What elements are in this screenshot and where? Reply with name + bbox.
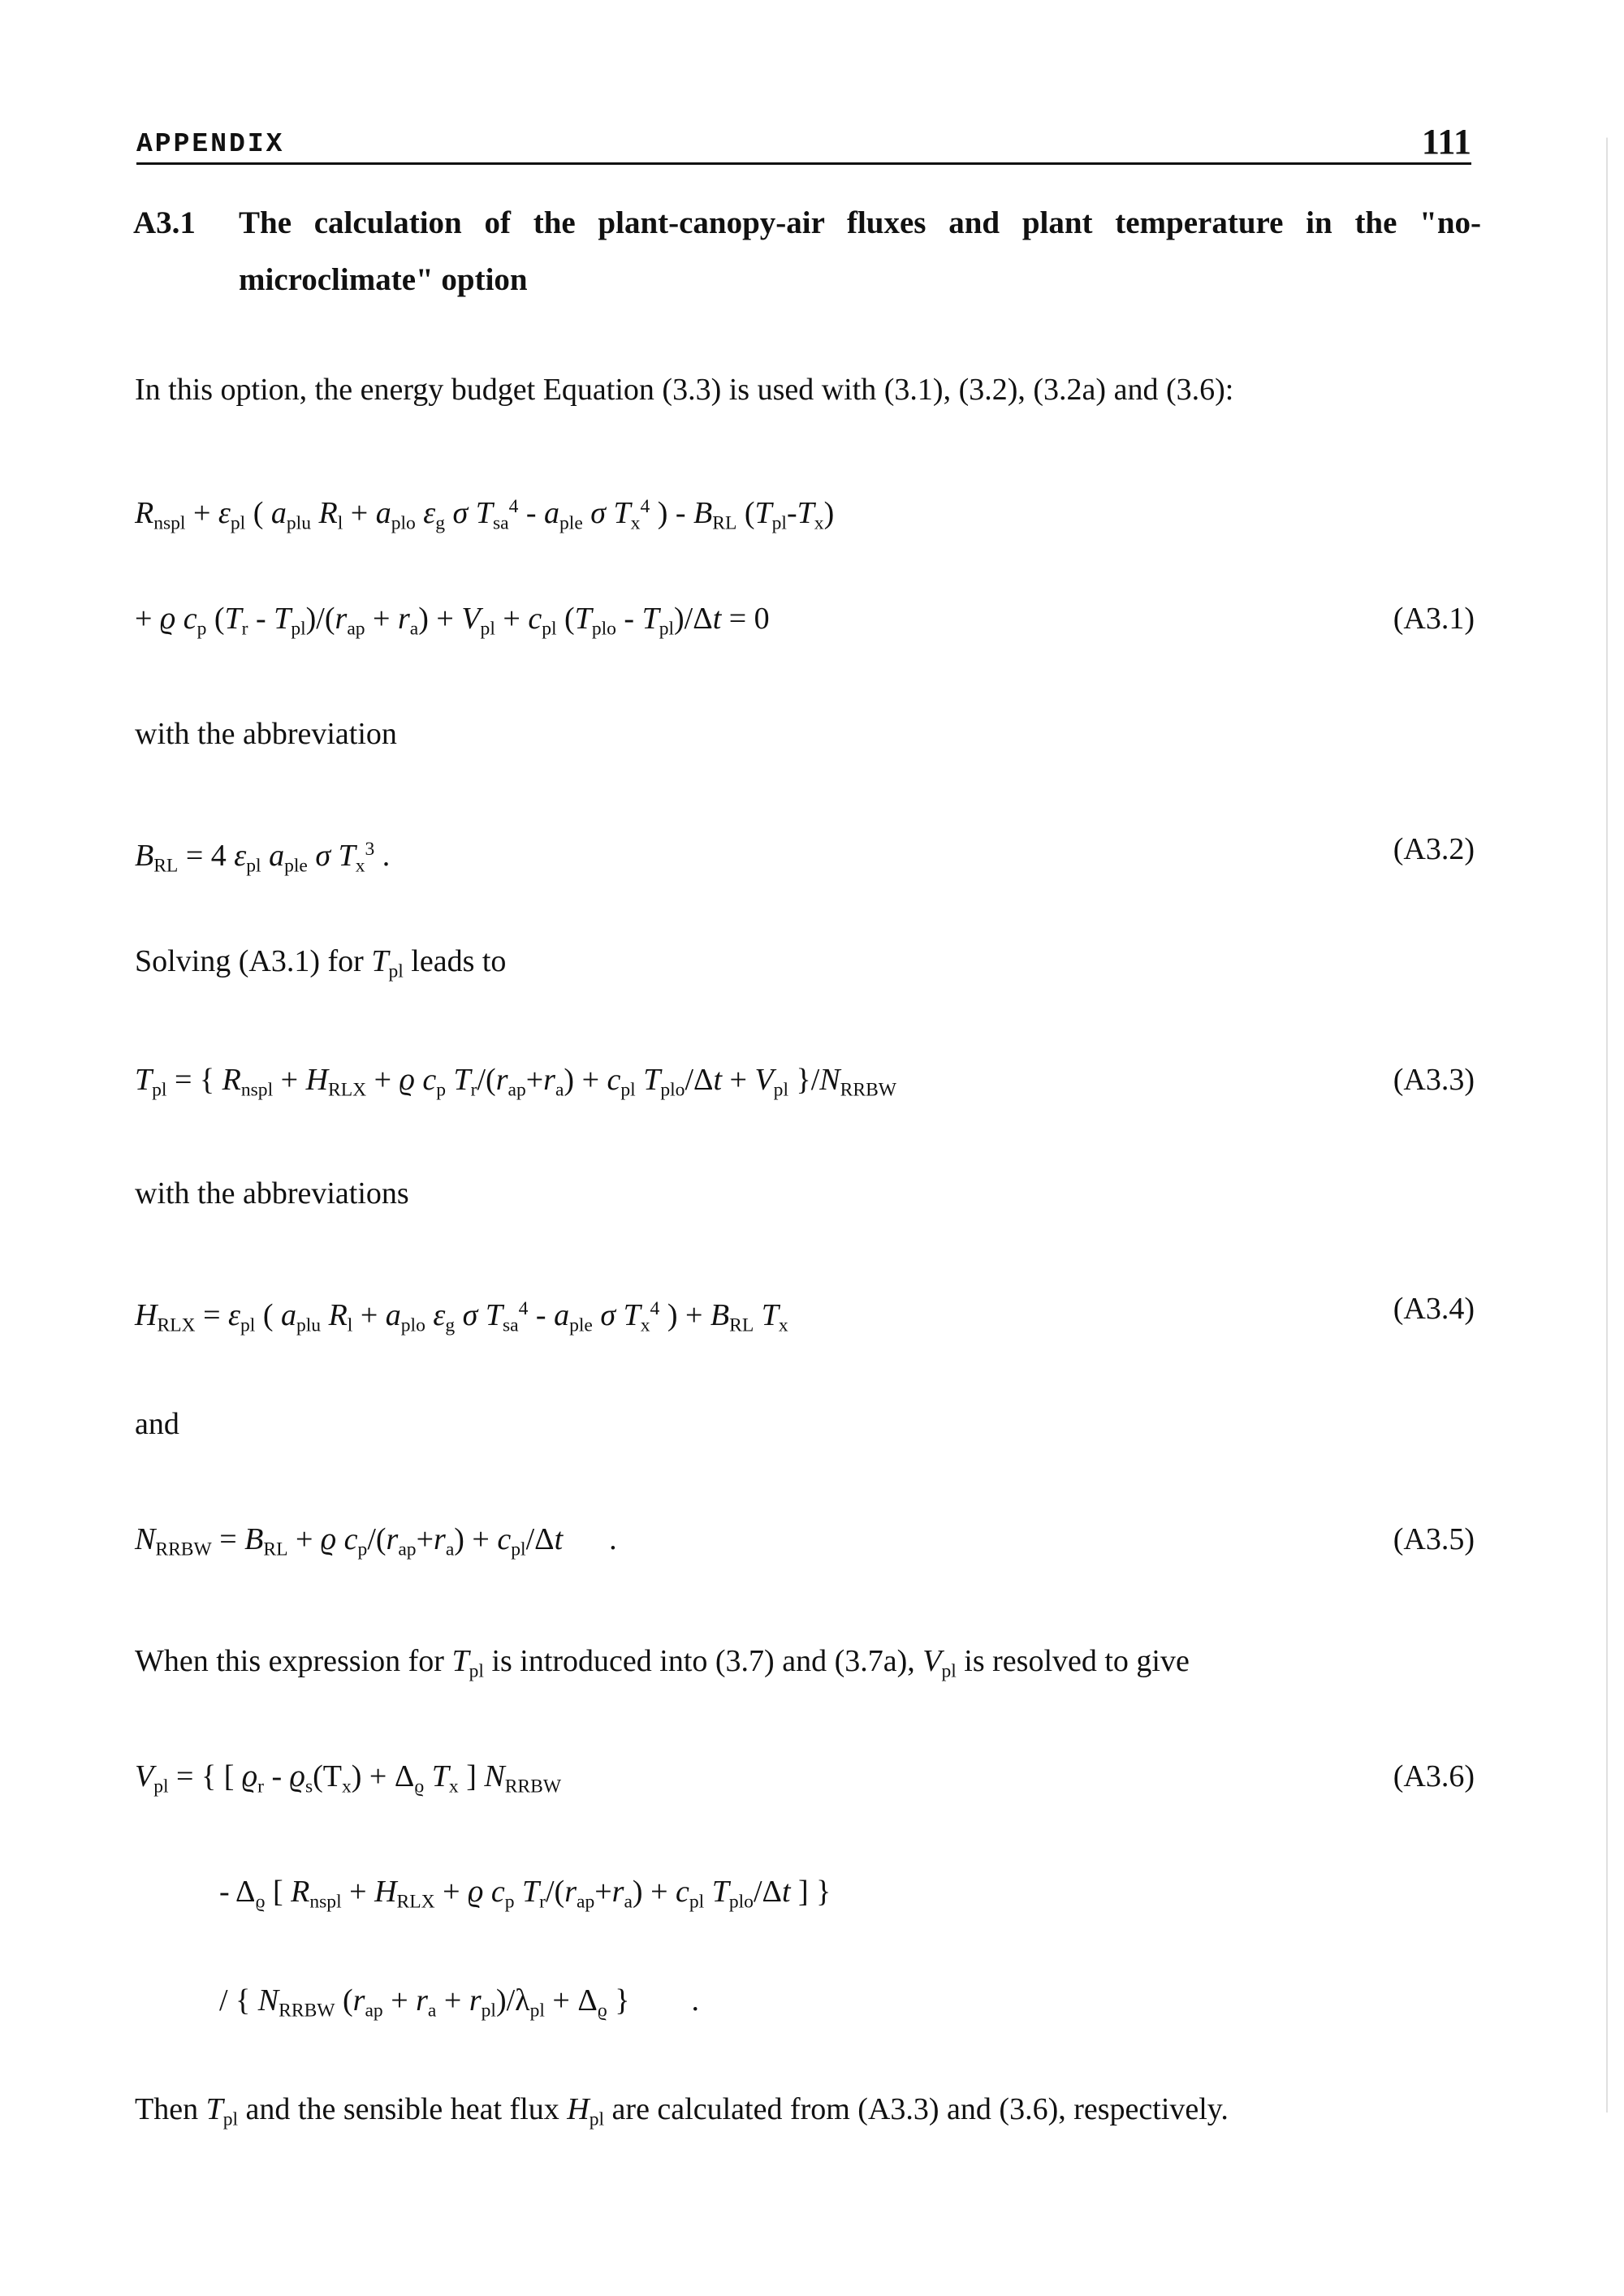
equation-a3-1-line-1: $R_{nspl} + \varepsilon_{pl}$ ( $a_{plu}$ $R_l + a_{plo}$ $\varepsilon_g$ σ $T_{sa}^4 - a_{ple}$ σ $T_x^4$ ) - $B_{RL}$ $(T_{pl}-T_x)$ xyxy=(135,495,835,534)
equation-a3-6-line-1: $V_{pl}$ = { [ $ϱ_r - ϱ_s(T_x) + \Delta_ϱ$ $T_x$ ] $N_{RRBW}$ (A3.6) xyxy=(135,1757,1475,1806)
paragraph-abbreviations: with the abbreviations xyxy=(135,1176,409,1211)
equation-a3-4: $H_{RLX} = \varepsilon_{pl}$ ( $a_{plu}$ $R_l + a_{plo}$ $\varepsilon_g$ σ $T_{sa}^4 - a_{ple}$ σ $T_x^4$ ) + $B_{RL}$ $T_x$ (A3.4) xyxy=(135,1289,1475,1344)
equation-a3-6-line-2: - $\Delta_ϱ$ [ $R_{nspl} + H_{RLX} + ϱ$ $c_p$ $T_r/(r_{ap}+r_a) + c_{pl}$ $T_{plo}/\Delta t$ ] } xyxy=(219,1875,831,1913)
running-header xyxy=(136,120,1471,165)
equation-number: (A3.2) xyxy=(1393,832,1475,866)
text-run: are calculated from (A3.3) and (3.6), respectively. xyxy=(604,2092,1229,2126)
text-run: is introduced into (3.7) and (3.7a), xyxy=(483,1644,923,1678)
equation-a3-6-line-3: / { $N_{RRBW}$ $(r_{ap} + r_a + r_{pl})/\lambda_{pl} + \Delta_ϱ$ } . xyxy=(219,1983,700,2022)
paragraph-conclusion: Then $T_{pl}$ and the sensible heat flux $H_{pl}$ are calculated from (A3.3) and (3.6), respectively. xyxy=(135,2092,1229,2130)
equation-number: (A3.6) xyxy=(1393,1759,1475,1793)
paragraph-solving: Solving (A3.1) for $T_{pl}$ leads to xyxy=(135,944,507,982)
text-run: and the sensible heat flux xyxy=(238,2092,568,2126)
page-number: 111 xyxy=(1421,122,1471,162)
paragraph-and: and xyxy=(135,1407,179,1441)
running-header-title: APPENDIX xyxy=(136,129,285,159)
paragraph-expression: When this expression for $T_{pl}$ is introduced into (3.7) and (3.7a), $V_{pl}$ is resolved to give xyxy=(135,1644,1190,1682)
section-title: The calculation of the plant-canopy-air fluxes and plant temperature in the "no-microclimate" option xyxy=(239,205,1481,297)
text-run: leads to xyxy=(403,944,507,978)
section-number: A3.1 xyxy=(133,205,196,240)
equation-a3-5: $N_{RRBW} = B_{RL} + ϱ$ $c_p/(r_{ap}+r_a) + c_{pl}/\Delta t$ . (A3.5) xyxy=(135,1520,1475,1569)
text-run: Solving (A3.1) for xyxy=(135,944,372,978)
equation-number: (A3.4) xyxy=(1393,1292,1475,1326)
text-run: is resolved to give xyxy=(956,1644,1190,1678)
equation-number: (A3.3) xyxy=(1393,1063,1475,1097)
text-run: Then xyxy=(135,2092,206,2126)
paragraph-abbreviation: with the abbreviation xyxy=(135,717,397,751)
equation-number: (A3.1) xyxy=(1393,602,1475,636)
equation-a3-1-line-2: + ϱ $c_p$ $(T_r - T_{pl})/(r_{ap} + r_a) + V_{pl} + c_{pl}$ $(T_{plo} - T_{pl})/\Delta t = 0$ (A3.1) xyxy=(135,599,1475,649)
paragraph-intro: In this option, the energy budget Equation (3.3) is used with (3.1), (3.2), (3.2a) and (3.6): xyxy=(135,373,1234,407)
equation-number: (A3.5) xyxy=(1393,1522,1475,1556)
text-run: When this expression for xyxy=(135,1644,452,1678)
page-edge-shadow xyxy=(1606,0,1608,2296)
equation-a3-3: $T_{pl}$ = { $R_{nspl} + H_{RLX} + ϱ$ $c_p$ $T_r/(r_{ap}+r_a) + c_{pl}$ $T_{plo}/\Delta t + V_{pl}$ }$/N_{RRBW}$ (A3.3) xyxy=(135,1060,1475,1110)
section-heading xyxy=(133,195,1481,309)
equation-a3-2: $B_{RL} = 4$ $\varepsilon_{pl}$ $a_{ple}$ σ $T_x^3$ . (A3.2) xyxy=(135,830,1475,885)
